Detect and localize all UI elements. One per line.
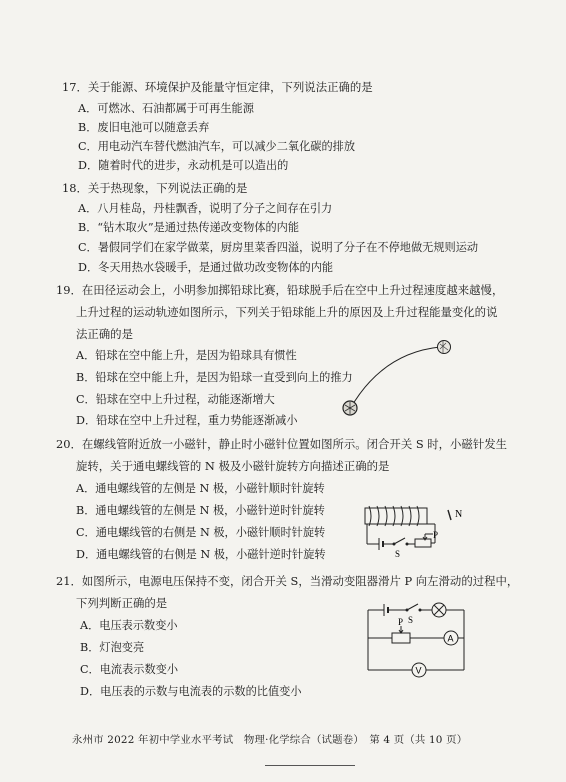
q19-stem-line1: 19．在田径运动会上，小明参加掷铅球比赛，铅球脱手后在空中上升过程速度越来越慢， (56, 283, 504, 297)
q19-option-a: A．铅球在空中能上升，是因为铅球具有惯性 (76, 349, 297, 362)
switch-blade (394, 538, 405, 544)
solenoid-core (365, 508, 427, 524)
trajectory-curve (350, 347, 440, 409)
q21-option-d: D．电压表的示数与电流表的示数的比值变小 (80, 685, 302, 698)
q20-option-d: D．通电螺线管的右侧是 N 极，小磁针逆时针旋转 (76, 548, 326, 561)
q21-option-b: B．灯泡变亮 (80, 641, 145, 654)
q21-stem-line2: 下列判断正确的是 (76, 596, 168, 610)
q21-option-a: A．电压表示数变小 (80, 619, 178, 632)
q20-option-c: C．通电螺线管的右侧是 N 极，小磁针顺时针旋转 (76, 526, 326, 539)
q18-option-d: D．冬天用热水袋暖手，是通过做功改变物体的内能 (78, 261, 334, 274)
solenoid-circuit-figure (355, 490, 485, 560)
rheostat-circuit-figure (360, 598, 480, 682)
compass-needle (448, 510, 451, 520)
q20-stem-line2: 旋转，关于通电螺线管的 N 极及小磁针旋转方向描述正确的是 (76, 459, 390, 473)
q19-option-c: C．铅球在空中上升过程，动能逐渐增大 (76, 393, 275, 406)
q17-stem: 17．关于能源、环境保护及能量守恒定律，下列说法正确的是 (62, 80, 373, 94)
slider-label: P (398, 617, 404, 627)
q19-stem-line2: 上升过程的运动轨迹如图所示，下列关于铅球能上升的原因及上升过程能量变化的说 (76, 305, 498, 319)
q18-option-b: B．“钻木取火”是通过热传递改变物体的内能 (78, 221, 300, 234)
q18-stem: 18．关于热现象，下列说法正确的是 (62, 181, 248, 195)
q21-option-c: C．电流表示数变小 (80, 663, 179, 676)
page-footer: 永州市 2022 年初中学业水平考试 物理·化学综合（试题卷） 第 4 页（共 10 页） (72, 734, 468, 746)
q21-stem-line1: 21．如图所示，电源电压保持不变，闭合开关 S，当滑动变阻器滑片 P 向左滑动的过程中， (56, 574, 519, 588)
rheostat (392, 633, 410, 643)
q18-option-a: A．八月桂岛，丹桂飘香，说明了分子之间存在引力 (78, 202, 333, 215)
q17-option-a: A．可燃冰、石油都属于可再生能源 (78, 102, 254, 115)
footer-divider (265, 765, 355, 766)
q17-option-b: B．废旧电池可以随意丢弃 (78, 121, 210, 134)
shot-put-trajectory-figure (330, 335, 470, 425)
q20-option-a: A．通电螺线管的左侧是 N 极，小磁针顺时针旋转 (76, 482, 325, 495)
switch-label: S (395, 549, 401, 559)
q19-stem-line3: 法正确的是 (76, 327, 133, 341)
needle-n-label: N (455, 509, 463, 520)
q17-option-d: D．随着时代的进步，永动机是可以造出的 (78, 159, 289, 172)
q18-option-c: C．暑假同学们在家学做菜，厨房里菜香四溢，说明了分子在不停地做无规则运动 (78, 241, 479, 254)
q20-stem-line1: 20．在螺线管附近放一小磁针，静止时小磁针位置如图所示。闭合开关 S 时，小磁针发生 (56, 437, 507, 451)
q19-option-d: D．铅球在空中上升过程，重力势能逐渐减小 (76, 414, 298, 427)
slider-label: P (433, 530, 439, 540)
switch-blade (407, 604, 418, 610)
rheostat (415, 539, 431, 547)
q20-option-b: B．通电螺线管的左侧是 N 极，小磁针逆时针旋转 (76, 504, 325, 517)
voltmeter-label: V (415, 665, 422, 676)
ammeter-label: A (447, 633, 454, 644)
solenoid-coil (369, 506, 419, 526)
q17-option-c: C．用电动汽车替代燃油汽车，可以减少二氧化碳的排放 (78, 140, 356, 153)
q19-option-b: B．铅球在空中能上升，是因为铅球一直受到向上的推力 (76, 371, 353, 384)
switch-label: S (408, 615, 414, 625)
